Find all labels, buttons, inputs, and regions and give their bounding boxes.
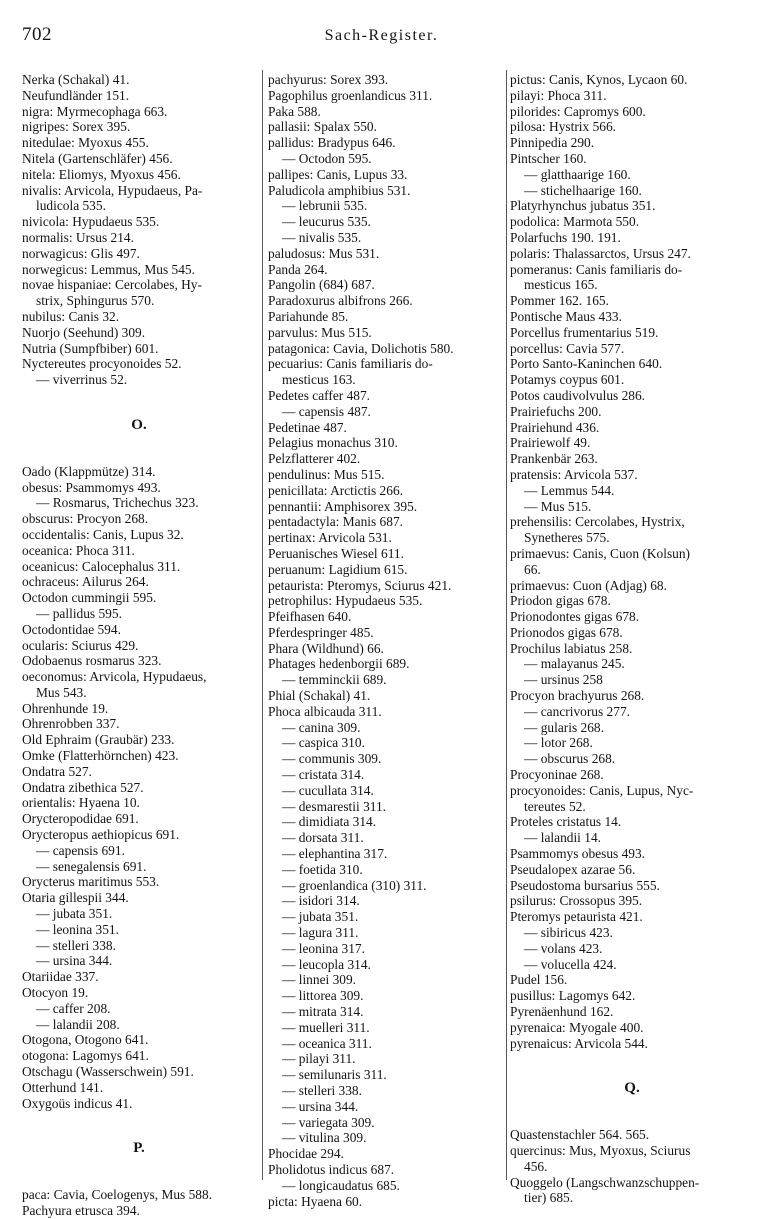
index-entry: pomeranus: Canis familiaris do-: [510, 261, 683, 277]
index-subentry: — malayanus 245.: [524, 656, 625, 672]
index-subentry: — capensis 691.: [36, 842, 125, 858]
index-entry: Quastenstachler 564. 565.: [510, 1127, 650, 1143]
index-entry: Prionodontes gigas 678.: [510, 609, 640, 625]
index-entry: Old Ephraim (Graubär) 233.: [22, 732, 175, 748]
index-subentry: — cucullata 314.: [282, 782, 374, 798]
index-entry: Otogona, Otogono 641.: [22, 1032, 149, 1048]
index-subentry: — Lemmus 544.: [524, 482, 615, 498]
index-entry: oceanica: Phoca 311.: [22, 542, 135, 558]
index-subentry: — Rosmarus, Trichechus 323.: [36, 495, 199, 511]
index-subentry: — semilunaris 311.: [282, 1067, 387, 1083]
index-subentry: — nivalis 535.: [282, 229, 362, 245]
index-entry: nigra: Myrmecophaga 663.: [22, 103, 168, 119]
index-entry: Pholidotus indicus 687.: [268, 1161, 395, 1177]
index-entry: Pteromys petaurista 421.: [510, 909, 643, 925]
index-subentry: — caspica 310.: [282, 735, 365, 751]
index-entry: Phial (Schakal) 41.: [268, 688, 371, 704]
index-entry: pyrenaica: Myogale 400.: [510, 1019, 644, 1035]
index-entry: Prankenbär 263.: [510, 451, 598, 467]
index-entry: Pangolin (684) 687.: [268, 277, 375, 293]
index-entry: Pudel 156.: [510, 972, 568, 988]
index-subentry: tier) 685.: [524, 1190, 574, 1206]
index-entry: Orycteropus aethiopicus 691.: [22, 827, 180, 843]
index-subentry: — leucopla 314.: [282, 956, 371, 972]
index-subentry: — variegata 309.: [282, 1114, 375, 1130]
index-entry: Prochilus labiatus 258.: [510, 640, 633, 656]
index-entry: Otschagu (Wasserschwein) 591.: [22, 1064, 194, 1080]
index-entry: podolica: Marmota 550.: [510, 214, 640, 230]
index-entry: Otariidae 337.: [22, 969, 99, 985]
index-subentry: — caffer 208.: [36, 1000, 111, 1016]
index-entry: paludosus: Mus 531.: [268, 245, 380, 261]
index-entry: occidentalis: Canis, Lupus 32.: [22, 526, 184, 542]
index-subentry: — ursinus 258: [524, 672, 603, 688]
running-head: Sach-Register.: [324, 27, 439, 44]
index-entry: Orycteropodidae 691.: [22, 811, 139, 827]
index-subentry: — viverrinus 52.: [36, 372, 128, 388]
index-subentry: — pallidus 595.: [36, 605, 122, 621]
index-entry: Pinnipedia 290.: [510, 135, 595, 151]
index-subentry: — foetida 310.: [282, 861, 363, 877]
index-entry: orientalis: Hyaena 10.: [22, 795, 140, 811]
index-entry: psilurus: Crossopus 395.: [510, 893, 643, 909]
index-entry: Polarfuchs 190. 191.: [510, 229, 621, 245]
index-entry: Pedetes caffer 487.: [268, 387, 370, 403]
index-subentry: — leucurus 535.: [282, 214, 371, 230]
index-entry: Phoca albicauda 311.: [268, 703, 382, 719]
index-entry: Oxygoüs indicus 41.: [22, 1095, 133, 1111]
index-entry: Phara (Wildhund) 66.: [268, 640, 384, 656]
index-entry: Pfeifhasen 640.: [268, 609, 352, 625]
index-entry: pallidus: Bradypus 646.: [268, 135, 396, 151]
index-entry: Orycterus maritimus 553.: [22, 874, 160, 890]
index-entry: petaurista: Pteromys, Sciurus 421.: [268, 577, 452, 593]
index-entry: pusillus: Lagomys 642.: [510, 988, 636, 1004]
index-subentry: tereutes 52.: [524, 798, 586, 814]
index-entry: pachyurus: Sorex 393.: [268, 72, 389, 87]
index-subentry: — senegalensis 691.: [36, 858, 147, 874]
index-entry: Pyrenäenhund 162.: [510, 1004, 614, 1020]
index-entry: Ohrenhunde 19.: [22, 700, 109, 716]
index-entry: Pommer 162. 165.: [510, 293, 609, 309]
index-subentry: — groenlandica (310) 311.: [282, 877, 427, 893]
index-subentry: — volans 423.: [524, 940, 603, 956]
index-entry: Ondatra zibethica 527.: [22, 779, 144, 795]
index-subentry: — jubata 351.: [282, 909, 359, 925]
index-entry: oeconomus: Arvicola, Hypudaeus,: [22, 669, 207, 685]
index-subentry: — sibiricus 423.: [524, 925, 613, 941]
index-subentry: — leonina 317.: [282, 940, 365, 956]
index-subentry: — jubata 351.: [36, 906, 113, 922]
index-entry: Psammomys obesus 493.: [510, 846, 646, 862]
section-letter-heading: P.: [133, 1140, 145, 1157]
index-subentry: — desmarestii 311.: [282, 798, 387, 814]
index-entry: porcellus: Cavia 577.: [510, 340, 625, 356]
index-subentry: — capensis 487.: [282, 403, 371, 419]
index-entry: Odobaenus rosmarus 323.: [22, 653, 162, 669]
index-subentry: — longicaudatus 685.: [282, 1177, 400, 1193]
index-entry: Quoggelo (Langschwanzschuppen-: [510, 1174, 700, 1190]
index-entry: Neufundländer 151.: [22, 87, 130, 103]
index-entry: Proteles cristatus 14.: [510, 814, 622, 830]
index-subentry: — leonina 351.: [36, 921, 119, 937]
index-subentry: — mitrata 314.: [282, 1004, 364, 1020]
index-entry: Paradoxurus albifrons 266.: [268, 293, 413, 309]
index-entry: peruanum: Lagidium 615.: [268, 561, 408, 577]
index-entry: primaevus: Cuon (Adjag) 68.: [510, 577, 667, 593]
index-entry: nivalis: Arvicola, Hypudaeus, Pa-: [22, 182, 203, 198]
index-subentry: — ursina 344.: [282, 1098, 359, 1114]
index-entry: Phatages hedenborgii 689.: [268, 656, 410, 672]
index-entry: ochraceus: Ailurus 264.: [22, 574, 149, 590]
index-subentry: — lagura 311.: [282, 925, 359, 941]
index-entry: Prairiefuchs 200.: [510, 403, 602, 419]
index-entry: Panda 264.: [268, 261, 328, 277]
index-entry: pilorides: Capromys 600.: [510, 103, 646, 119]
index-entry: petrophilus: Hypudaeus 535.: [268, 593, 423, 609]
index-entry: Otaria gillespii 344.: [22, 890, 129, 906]
index-entry: normalis: Ursus 214.: [22, 229, 134, 245]
index-subentry: — lotor 268.: [524, 735, 593, 751]
index-entry: pilosa: Hystrix 566.: [510, 119, 617, 135]
index-entry: Pintscher 160.: [510, 150, 587, 166]
index-entry: Prairiehund 436.: [510, 419, 600, 435]
index-entry: procyonoides: Canis, Lupus, Nyc-: [510, 782, 694, 798]
index-entry: ocularis: Sciurus 429.: [22, 637, 139, 653]
index-entry: Procyoninae 268.: [510, 767, 604, 783]
index-entry: quercinus: Mus, Myoxus, Sciurus: [510, 1143, 691, 1158]
index-entry: Peruanisches Wiesel 611.: [268, 545, 404, 561]
index-subentry: Mus 543.: [36, 684, 87, 700]
index-entry: Prionodos gigas 678.: [510, 624, 623, 640]
index-entry: patagonica: Cavia, Dolichotis 580.: [268, 340, 454, 356]
index-entry: norwagicus: Glis 497.: [22, 245, 140, 261]
index-entry: pallasii: Spalax 550.: [268, 119, 377, 135]
section-letter-heading: O.: [131, 416, 147, 433]
index-subentry: — littorea 309.: [282, 988, 364, 1004]
index-entry: pallipes: Canis, Lupus 33.: [268, 166, 408, 182]
index-subentry: — canina 309.: [282, 719, 361, 735]
index-entry: picta: Hyaena 60.: [268, 1193, 363, 1209]
index-subentry: strix, Sphingurus 570.: [36, 293, 155, 309]
index-entry: nubilus: Canis 32.: [22, 308, 120, 324]
index-entry: novae hispaniae: Cercolabes, Hy-: [22, 277, 202, 293]
index-subentry: — Mus 515.: [524, 498, 592, 514]
index-subentry: — glatthaarige 160.: [524, 166, 631, 182]
index-entry: Otterhund 141.: [22, 1079, 104, 1095]
index-entry: paca: Cavia, Coelogenys, Mus 588.: [22, 1187, 213, 1203]
index-entry: polaris: Thalassarctos, Ursus 247.: [510, 245, 691, 261]
index-entry: Potamys coypus 601.: [510, 372, 625, 388]
page-number: 702: [22, 24, 52, 45]
index-entry: Paludicola amphibius 531.: [268, 182, 411, 198]
index-entry: nitedulae: Myoxus 455.: [22, 135, 149, 151]
index-entry: prehensilis: Cercolabes, Hystrix,: [510, 514, 685, 530]
index-entry: pecuarius: Canis familiaris do-: [268, 356, 433, 372]
index-subentry: — pilayi 311.: [282, 1051, 356, 1067]
index-entry: pennantii: Amphisorex 395.: [268, 498, 418, 514]
index-subentry: — cristata 314.: [282, 767, 365, 783]
index-entry: Platyrhynchus jubatus 351.: [510, 198, 656, 214]
index-subentry: — ursina 344.: [36, 953, 113, 969]
column-divider: [506, 70, 507, 1180]
section-letter-heading: Q.: [624, 1080, 640, 1097]
index-entry: Pseudostoma bursarius 555.: [510, 877, 660, 893]
index-entry: Potos caudivolvulus 286.: [510, 387, 646, 403]
index-entry: Nitela (Gartenschläfer) 456.: [22, 150, 173, 166]
index-entry: nitela: Eliomys, Myoxus 456.: [22, 166, 181, 182]
index-subentry: 66.: [524, 561, 541, 577]
index-column-2: [268, 72, 504, 1209]
index-entry: pentadactyla: Manis 687.: [268, 514, 403, 530]
index-entry: Pseudalopex azarae 56.: [510, 861, 636, 877]
index-entry: obscurus: Procyon 268.: [22, 511, 149, 527]
index-entry: Omke (Flatterhörnchen) 423.: [22, 748, 179, 764]
index-subentry: — lalandii 208.: [36, 1016, 120, 1032]
index-subentry: ludicola 535.: [36, 198, 106, 214]
index-entry: Porcellus frumentarius 519.: [510, 324, 659, 340]
index-entry: parvulus: Mus 515.: [268, 324, 372, 340]
index-entry: Priodon gigas 678.: [510, 593, 611, 609]
index-entry: pictus: Canis, Kynos, Lycaon 60.: [510, 72, 688, 87]
index-entry: Pferdespringer 485.: [268, 624, 374, 640]
index-subentry: — lebrunii 535.: [282, 198, 368, 214]
index-entry: norwegicus: Lemmus, Mus 545.: [22, 261, 195, 277]
index-subentry: — oceanica 311.: [282, 1035, 372, 1051]
index-subentry: — dorsata 311.: [282, 830, 364, 846]
index-subentry: 456.: [524, 1158, 548, 1174]
index-entry: Nyctereutes procyonoides 52.: [22, 356, 182, 372]
index-entry: oceanicus: Calocephalus 311.: [22, 558, 181, 574]
index-subentry: — dimidiata 314.: [282, 814, 377, 830]
column-divider: [262, 70, 263, 1180]
index-entry: primaevus: Canis, Cuon (Kolsun): [510, 545, 691, 561]
index-subentry: — stelleri 338.: [36, 937, 116, 953]
index-entry: nigripes: Sorex 395.: [22, 119, 131, 135]
index-subentry: — muelleri 311.: [282, 1019, 370, 1035]
index-entry: Pariahunde 85.: [268, 308, 349, 324]
index-entry: Pelzflatterer 402.: [268, 451, 361, 467]
index-entry: nivicola: Hypudaeus 535.: [22, 214, 160, 230]
index-entry: Ondatra 527.: [22, 763, 92, 779]
index-subentry: — gularis 268.: [524, 719, 604, 735]
index-entry: Octodontidae 594.: [22, 621, 121, 637]
index-entry: pyrenaicus: Arvicola 544.: [510, 1035, 648, 1051]
index-subentry: — stichelhaarige 160.: [524, 182, 642, 198]
index-entry: Pontische Maus 433.: [510, 308, 622, 324]
index-entry: penicillata: Arctictis 266.: [268, 482, 403, 498]
index-subentry: — volucella 424.: [524, 956, 617, 972]
index-entry: pilayi: Phoca 311.: [510, 87, 607, 103]
index-subentry: — Octodon 595.: [282, 150, 372, 166]
index-entry: Porto Santo-Kaninchen 640.: [510, 356, 663, 372]
index-subentry: — stelleri 338.: [282, 1083, 362, 1098]
index-entry: Nutria (Sumpfbiber) 601.: [22, 340, 159, 356]
index-entry: Procyon brachyurus 268.: [510, 688, 645, 704]
index-subentry: — vitulina 309.: [282, 1130, 367, 1146]
index-entry: Pachyura etrusca 394.: [22, 1203, 140, 1218]
index-entry: Pelagius monachus 310.: [268, 435, 398, 451]
index-subentry: — obscurus 268.: [524, 751, 616, 767]
index-entry: Pagophilus groenlandicus 311.: [268, 87, 433, 103]
index-entry: Phocidae 294.: [268, 1146, 344, 1162]
index-subentry: — isidori 314.: [282, 893, 360, 909]
index-entry: Oado (Klappmütze) 314.: [22, 463, 156, 479]
index-subentry: mesticus 163.: [282, 372, 356, 388]
index-column-1: [22, 72, 256, 1219]
index-entry: pratensis: Arvicola 537.: [510, 466, 638, 482]
index-entry: Prairiewolf 49.: [510, 435, 591, 451]
index-entry: obesus: Psammomys 493.: [22, 479, 161, 495]
index-subentry: — lalandii 14.: [524, 830, 601, 846]
index-column-3: [510, 72, 754, 1206]
index-entry: Ohrenrobben 337.: [22, 716, 120, 732]
index-entry: Nerka (Schakal) 41.: [22, 72, 130, 87]
index-subentry: — linnei 309.: [282, 972, 357, 988]
index-subentry: Synetheres 575.: [524, 530, 610, 546]
index-subentry: — elephantina 317.: [282, 846, 388, 862]
index-entry: Pedetinae 487.: [268, 419, 347, 435]
index-entry: Nuorjo (Seehund) 309.: [22, 324, 146, 340]
index-entry: pendulinus: Mus 515.: [268, 466, 385, 482]
index-entry: otogona: Lagomys 641.: [22, 1048, 149, 1064]
index-subentry: — cancrivorus 277.: [524, 703, 630, 719]
index-entry: Otocyon 19.: [22, 985, 89, 1001]
index-subentry: — communis 309.: [282, 751, 382, 767]
index-entry: Octodon cummingii 595.: [22, 590, 157, 606]
index-subentry: — temminckii 689.: [282, 672, 387, 688]
index-subentry: mesticus 165.: [524, 277, 598, 293]
index-entry: pertinax: Arvicola 531.: [268, 530, 392, 546]
index-entry: Paka 588.: [268, 103, 321, 119]
